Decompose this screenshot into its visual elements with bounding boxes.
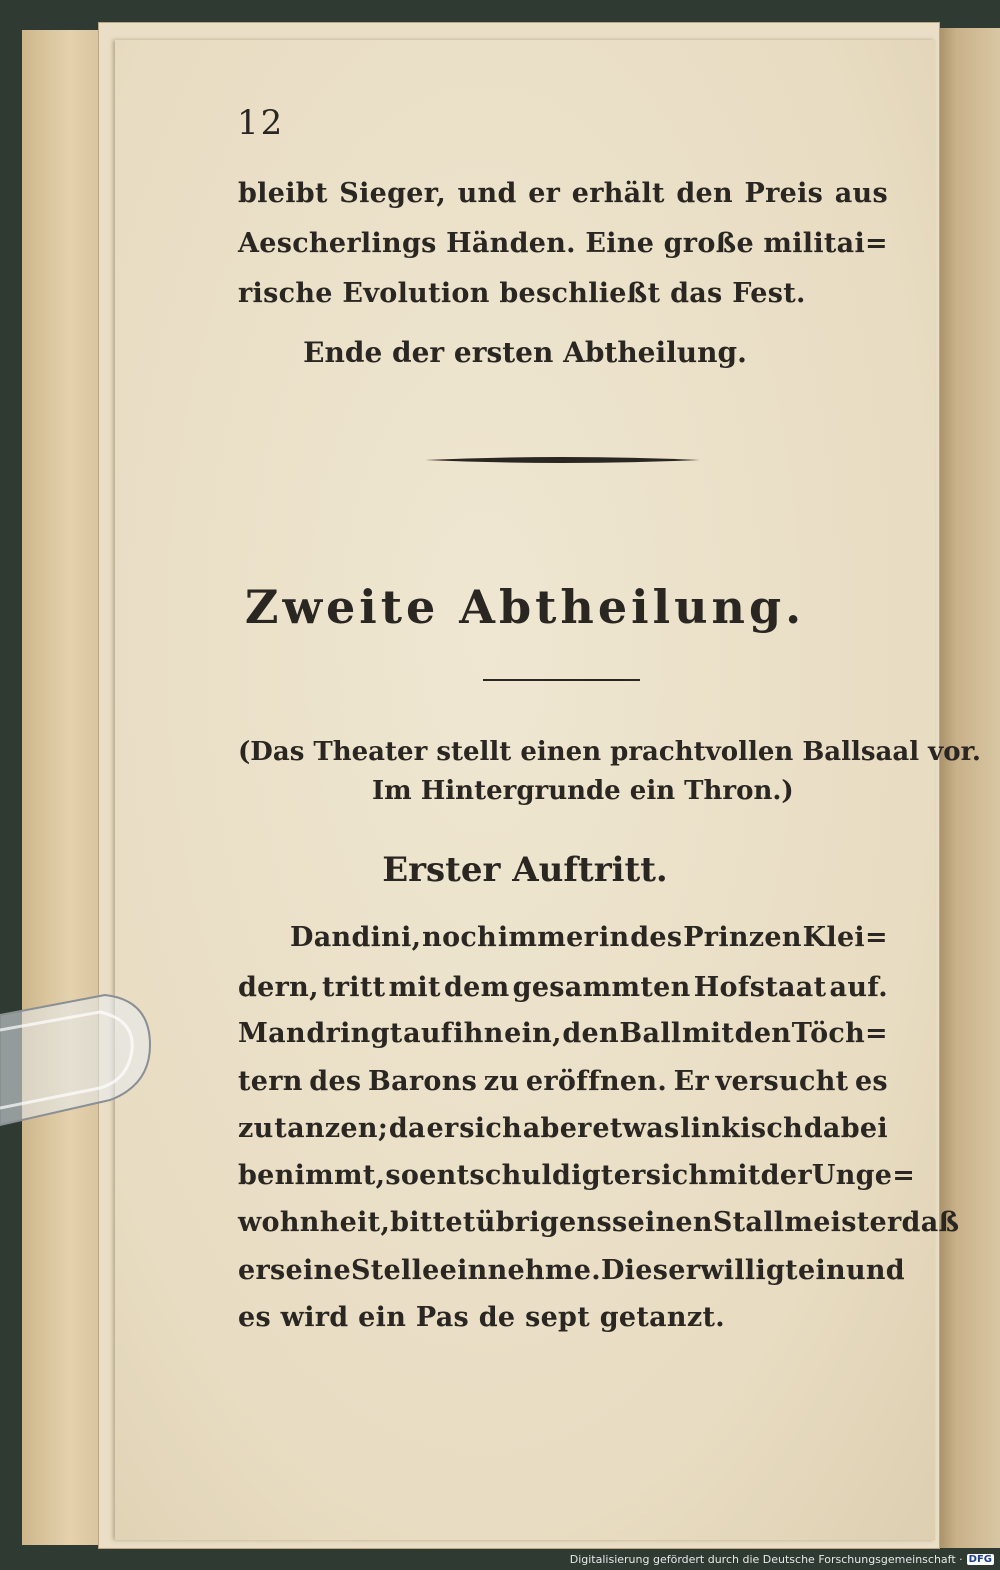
word: ihn: [453, 1018, 504, 1049]
word: Aescherlings: [238, 228, 437, 259]
word: den: [676, 178, 733, 209]
word: bittet: [390, 1207, 476, 1238]
word: der: [760, 1160, 812, 1191]
stage-direction-line: (Das Theater stellt einen prachtvollen Ballsaal vor.: [238, 737, 981, 767]
word: und: [457, 178, 517, 209]
word: Händen.: [446, 228, 576, 259]
end-of-part-note: Ende der ersten Abtheilung.: [303, 336, 747, 369]
page-holder-clip: [0, 990, 160, 1140]
facing-page-edge: [935, 28, 1000, 1548]
word: Man: [238, 1018, 306, 1049]
word: auf.: [829, 972, 888, 1003]
word: tern: [238, 1066, 303, 1097]
word: so: [385, 1160, 420, 1191]
word: gesammten: [512, 972, 691, 1003]
word: einnehme.: [439, 1255, 601, 1286]
text-line: [238, 1113, 888, 1144]
word: seine: [270, 1255, 351, 1286]
word: dem: [443, 972, 510, 1003]
word: er: [613, 1160, 646, 1191]
text-line: [238, 1207, 960, 1238]
word: Dieser: [600, 1255, 701, 1286]
word: den: [562, 1018, 619, 1049]
word: es: [854, 1066, 888, 1097]
dfg-logo: DFG: [968, 1553, 992, 1565]
text-line: [238, 1160, 916, 1191]
word: des: [630, 922, 683, 953]
word: benimmt,: [238, 1160, 386, 1191]
word: zu: [238, 1113, 274, 1144]
word: des: [309, 1066, 362, 1097]
section-heading: Zweite Abtheilung.: [244, 580, 806, 634]
page-number: 12: [237, 103, 285, 143]
word: zu: [483, 1066, 520, 1097]
text-line: [290, 922, 888, 953]
word: da: [388, 1113, 426, 1144]
word: er: [238, 1255, 271, 1286]
word: große: [663, 228, 754, 259]
word: Töch=: [791, 1018, 888, 1049]
word: Dandini,: [290, 922, 422, 953]
word: immer: [497, 922, 599, 953]
word: auf: [403, 1018, 453, 1049]
word: etwas: [592, 1113, 680, 1144]
word: seinen: [611, 1207, 713, 1238]
word: ein,: [504, 1018, 562, 1049]
word: dabei: [803, 1113, 888, 1144]
word: bleibt: [238, 178, 328, 209]
heading-underline: [483, 679, 640, 681]
word: versucht: [715, 1066, 849, 1097]
text-line: [238, 1302, 888, 1333]
stage-direction-line: Im Hintergrunde ein Thron.): [372, 776, 794, 806]
word: Er: [673, 1066, 709, 1097]
word: noch: [422, 922, 498, 953]
word: linkisch: [680, 1113, 804, 1144]
word: und: [845, 1255, 905, 1286]
word: Stallmeister: [712, 1207, 902, 1238]
text-line: [238, 1018, 888, 1049]
text-line: [238, 972, 888, 1003]
credit-text: Digitalisierung gefördert durch die Deutsche Forschungsgemeinschaft ·: [569, 1552, 963, 1566]
word: den: [734, 1018, 792, 1049]
word: in: [598, 922, 630, 953]
word: ein: [797, 1255, 846, 1286]
cover-edge: [22, 30, 102, 1545]
word: aber: [522, 1113, 592, 1144]
word: mit: [681, 1018, 735, 1049]
word: tanzen;: [274, 1113, 389, 1144]
word: militai=: [763, 228, 888, 259]
word: Ball: [619, 1018, 682, 1049]
text-line-content: rische Evolution beschließt das Fest.: [238, 278, 806, 309]
word: entschuldigt: [419, 1160, 614, 1191]
word: er: [426, 1113, 459, 1144]
word: dern,: [238, 972, 319, 1003]
word: Hofstaat: [693, 972, 827, 1003]
word: Eine: [585, 228, 655, 259]
word: sich: [645, 1160, 709, 1191]
text-line: [238, 228, 888, 259]
word: Sieger,: [339, 178, 447, 209]
word: Klei=: [802, 922, 888, 953]
decorative-rule: [425, 455, 700, 465]
word: Unge=: [811, 1160, 916, 1191]
scene-heading: Erster Auftritt.: [382, 850, 668, 890]
word: mit: [708, 1160, 761, 1191]
word: Prinzen: [683, 922, 802, 953]
word: Preis: [744, 178, 824, 209]
word: daß: [901, 1207, 960, 1238]
word: wohnheit,: [238, 1207, 391, 1238]
word: mit: [388, 972, 441, 1003]
word: erhält: [571, 178, 665, 209]
word: Stelle: [350, 1255, 440, 1286]
text-line: [238, 1066, 888, 1097]
text-line: [238, 278, 888, 309]
text-line: [238, 178, 888, 209]
word: tritt: [321, 972, 386, 1003]
word: dringt: [306, 1018, 403, 1049]
word: eröffnen.: [525, 1066, 668, 1097]
word: er: [528, 178, 561, 209]
text-line: [238, 1255, 905, 1286]
digitization-credit: [570, 1552, 994, 1566]
word: willigt: [700, 1255, 798, 1286]
word: aus: [834, 178, 888, 209]
word: Barons: [367, 1066, 478, 1097]
text-line-content: es wird ein Pas de sept getanzt.: [238, 1302, 725, 1333]
word: übrigens: [475, 1207, 612, 1238]
word: sich: [459, 1113, 522, 1144]
